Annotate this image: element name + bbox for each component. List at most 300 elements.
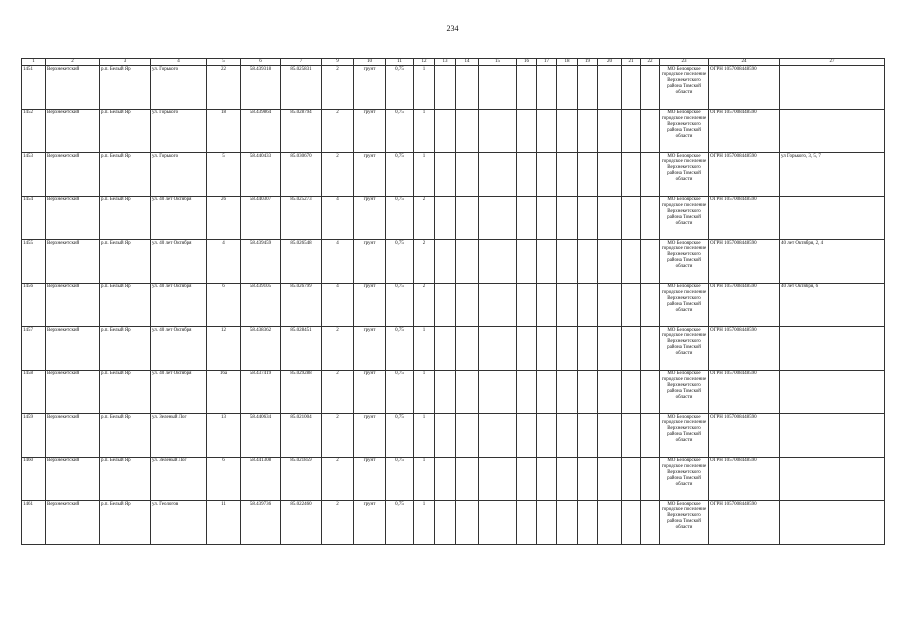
column-number-header: 7 xyxy=(281,59,322,66)
cell-area: 0,75 xyxy=(386,283,414,327)
cell-district: Верхнекетский xyxy=(46,501,100,545)
empty-cell xyxy=(557,196,578,240)
empty-cell xyxy=(578,501,598,545)
cell-surface: грунт xyxy=(354,240,386,284)
empty-cell xyxy=(517,370,537,414)
cell-street: ул. 40 лет Октября xyxy=(151,196,207,240)
table-row xyxy=(22,153,885,197)
empty-cell xyxy=(435,501,456,545)
cell-containers: 4 xyxy=(322,283,354,327)
cell-ogrn: ОГРН 1057008448590 xyxy=(709,414,780,458)
empty-cell xyxy=(598,66,622,110)
cell-district: Верхнекетский xyxy=(46,153,100,197)
column-number-row xyxy=(22,59,885,66)
empty-cell xyxy=(557,240,578,284)
empty-cell xyxy=(479,370,517,414)
empty-cell xyxy=(537,414,557,458)
empty-cell xyxy=(479,240,517,284)
cell-lat: 58.438362 xyxy=(241,327,281,371)
cell-owner: МО Белоярское городское поселение Верхнекетского района Томской области xyxy=(660,327,709,371)
empty-cell xyxy=(622,283,641,327)
column-number-header: 12 xyxy=(414,59,435,66)
cell-surface: грунт xyxy=(354,66,386,110)
cell-lon: 85.022460 xyxy=(281,501,322,545)
cell-lat: 58.440634 xyxy=(241,414,281,458)
empty-cell xyxy=(456,240,479,284)
cell-sources xyxy=(780,196,885,240)
cell-district: Верхнекетский xyxy=(46,66,100,110)
empty-cell xyxy=(622,153,641,197)
empty-cell xyxy=(598,283,622,327)
table-row xyxy=(22,109,885,153)
empty-cell xyxy=(517,109,537,153)
empty-cell xyxy=(641,240,660,284)
empty-cell xyxy=(622,109,641,153)
empty-cell xyxy=(435,66,456,110)
cell-owner: МО Белоярское городское поселение Верхнекетского района Томской области xyxy=(660,501,709,545)
cell-surface: грунт xyxy=(354,153,386,197)
cell-house: 18 xyxy=(207,109,241,153)
cell-ogrn: ОГРН 1057008448590 xyxy=(709,501,780,545)
cell-lon: 85.026548 xyxy=(281,240,322,284)
column-number-header: 13 xyxy=(435,59,456,66)
cell-lon: 85.021004 xyxy=(281,414,322,458)
cell-area: 0,75 xyxy=(386,457,414,501)
empty-cell xyxy=(598,240,622,284)
cell-lon: 85.028451 xyxy=(281,327,322,371)
cell-ogrn: ОГРН 1057008448590 xyxy=(709,327,780,371)
column-number-header: 9 xyxy=(322,59,354,66)
cell-lat: 58.439736 xyxy=(241,501,281,545)
cell-area: 0,75 xyxy=(386,370,414,414)
cell-area: 0,75 xyxy=(386,109,414,153)
cell-street: ул. Горького xyxy=(151,109,207,153)
empty-cell xyxy=(435,240,456,284)
cell-count: 2 xyxy=(414,240,435,284)
empty-cell xyxy=(537,240,557,284)
cell-containers: 2 xyxy=(322,370,354,414)
empty-cell xyxy=(517,283,537,327)
cell-settlement: р.п. Белый Яр xyxy=(100,283,151,327)
cell-district: Верхнекетский xyxy=(46,283,100,327)
column-number-header: 4 xyxy=(151,59,207,66)
empty-cell xyxy=(456,457,479,501)
empty-cell xyxy=(641,153,660,197)
cell-sources xyxy=(780,327,885,371)
cell-containers: 2 xyxy=(322,153,354,197)
cell-surface: грунт xyxy=(354,327,386,371)
cell-no: 1453 xyxy=(22,153,46,197)
empty-cell xyxy=(537,109,557,153)
cell-district: Верхнекетский xyxy=(46,240,100,284)
empty-cell xyxy=(537,196,557,240)
cell-settlement: р.п. Белый Яр xyxy=(100,153,151,197)
cell-ogrn: ОГРН 1057008448590 xyxy=(709,370,780,414)
column-number-header: 16 xyxy=(517,59,537,66)
cell-lon: 85.030670 xyxy=(281,153,322,197)
column-number-header: 22 xyxy=(641,59,660,66)
cell-ogrn: ОГРН 1057008448590 xyxy=(709,283,780,327)
empty-cell xyxy=(456,501,479,545)
cell-area: 0,75 xyxy=(386,327,414,371)
empty-cell xyxy=(557,283,578,327)
cell-surface: грунт xyxy=(354,109,386,153)
cell-sources: 40 лет Октября, 6 xyxy=(780,283,885,327)
cell-count: 1 xyxy=(414,370,435,414)
empty-cell xyxy=(435,370,456,414)
column-number-header: 18 xyxy=(557,59,578,66)
empty-cell xyxy=(557,109,578,153)
empty-cell xyxy=(578,109,598,153)
cell-ogrn: ОГРН 1057008448590 xyxy=(709,240,780,284)
table-row xyxy=(22,501,885,545)
cell-containers: 2 xyxy=(322,414,354,458)
registry-table xyxy=(21,58,885,545)
cell-sources xyxy=(780,501,885,545)
empty-cell xyxy=(622,414,641,458)
empty-cell xyxy=(641,370,660,414)
cell-district: Верхнекетский xyxy=(46,457,100,501)
cell-containers: 2 xyxy=(322,327,354,371)
empty-cell xyxy=(479,414,517,458)
cell-count: 1 xyxy=(414,66,435,110)
empty-cell xyxy=(578,457,598,501)
column-number-header: 17 xyxy=(537,59,557,66)
empty-cell xyxy=(435,327,456,371)
cell-house: 11 xyxy=(207,501,241,545)
empty-cell xyxy=(456,327,479,371)
cell-settlement: р.п. Белый Яр xyxy=(100,370,151,414)
cell-ogrn: ОГРН 1057008448590 xyxy=(709,66,780,110)
cell-house: 6 xyxy=(207,457,241,501)
empty-cell xyxy=(598,327,622,371)
empty-cell xyxy=(641,66,660,110)
column-number-header: 14 xyxy=(456,59,479,66)
cell-containers: 2 xyxy=(322,457,354,501)
cell-owner: МО Белоярское городское поселение Верхнекетского района Томской области xyxy=(660,66,709,110)
empty-cell xyxy=(578,283,598,327)
cell-surface: грунт xyxy=(354,414,386,458)
empty-cell xyxy=(641,457,660,501)
column-number-header: 11 xyxy=(386,59,414,66)
cell-surface: грунт xyxy=(354,370,386,414)
column-number-header: 24 xyxy=(709,59,780,66)
cell-area: 0,75 xyxy=(386,501,414,545)
cell-no: 1454 xyxy=(22,196,46,240)
empty-cell xyxy=(479,153,517,197)
cell-no: 1460 xyxy=(22,457,46,501)
cell-house: 4 xyxy=(207,240,241,284)
cell-lat: 58.440307 xyxy=(241,196,281,240)
cell-count: 2 xyxy=(414,283,435,327)
cell-house: 22 xyxy=(207,66,241,110)
cell-count: 1 xyxy=(414,153,435,197)
cell-house: 13 xyxy=(207,414,241,458)
empty-cell xyxy=(578,240,598,284)
empty-cell xyxy=(456,370,479,414)
empty-cell xyxy=(578,196,598,240)
empty-cell xyxy=(537,66,557,110)
column-number-header: 20 xyxy=(598,59,622,66)
cell-area: 0,75 xyxy=(386,196,414,240)
empty-cell xyxy=(598,370,622,414)
cell-lat: 58.439864 xyxy=(241,109,281,153)
column-number-header: 23 xyxy=(660,59,709,66)
cell-owner: МО Белоярское городское поселение Верхнекетского района Томской области xyxy=(660,240,709,284)
table-row xyxy=(22,414,885,458)
empty-cell xyxy=(479,327,517,371)
empty-cell xyxy=(622,501,641,545)
empty-cell xyxy=(578,370,598,414)
cell-street: ул. Горького xyxy=(151,66,207,110)
empty-cell xyxy=(641,283,660,327)
empty-cell xyxy=(479,196,517,240)
cell-lat: 58.439105 xyxy=(241,283,281,327)
cell-house: 12 xyxy=(207,327,241,371)
cell-area: 0,75 xyxy=(386,153,414,197)
table-body xyxy=(22,66,885,545)
cell-area: 0,75 xyxy=(386,240,414,284)
cell-count: 1 xyxy=(414,501,435,545)
cell-owner: МО Белоярское городское поселение Верхнекетского района Томской области xyxy=(660,370,709,414)
empty-cell xyxy=(622,370,641,414)
cell-settlement: р.п. Белый Яр xyxy=(100,457,151,501)
cell-street: ул. Горького xyxy=(151,153,207,197)
cell-no: 1459 xyxy=(22,414,46,458)
empty-cell xyxy=(456,414,479,458)
empty-cell xyxy=(456,153,479,197)
empty-cell xyxy=(517,414,537,458)
cell-house: 6 xyxy=(207,283,241,327)
cell-street: ул. 40 лет Октября xyxy=(151,240,207,284)
empty-cell xyxy=(517,66,537,110)
table-row xyxy=(22,240,885,284)
empty-cell xyxy=(517,327,537,371)
cell-containers: 2 xyxy=(322,501,354,545)
empty-cell xyxy=(435,109,456,153)
cell-owner: МО Белоярское городское поселение Верхнекетского района Томской области xyxy=(660,196,709,240)
empty-cell xyxy=(557,66,578,110)
cell-sources xyxy=(780,457,885,501)
empty-cell xyxy=(598,109,622,153)
empty-cell xyxy=(479,501,517,545)
empty-cell xyxy=(622,457,641,501)
cell-owner: МО Белоярское городское поселение Верхнекетского района Томской области xyxy=(660,457,709,501)
cell-count: 1 xyxy=(414,414,435,458)
empty-cell xyxy=(517,196,537,240)
cell-count: 2 xyxy=(414,196,435,240)
cell-lon: 85.026799 xyxy=(281,283,322,327)
empty-cell xyxy=(537,283,557,327)
empty-cell xyxy=(537,153,557,197)
column-number-header: 27 xyxy=(780,59,885,66)
empty-cell xyxy=(456,196,479,240)
empty-cell xyxy=(435,414,456,458)
cell-street: ул. 40 лет Октября xyxy=(151,327,207,371)
page-number: 234 xyxy=(446,24,459,33)
cell-count: 1 xyxy=(414,327,435,371)
cell-street: ул. 40 лет Октября xyxy=(151,370,207,414)
cell-surface: грунт xyxy=(354,457,386,501)
empty-cell xyxy=(557,153,578,197)
empty-cell xyxy=(517,153,537,197)
cell-settlement: р.п. Белый Яр xyxy=(100,327,151,371)
cell-ogrn: ОГРН 1057008448590 xyxy=(709,109,780,153)
cell-lon: 85.025831 xyxy=(281,66,322,110)
empty-cell xyxy=(578,153,598,197)
cell-sources xyxy=(780,109,885,153)
table-row xyxy=(22,457,885,501)
table-row xyxy=(22,196,885,240)
cell-surface: грунт xyxy=(354,501,386,545)
cell-lat: 58.440433 xyxy=(241,153,281,197)
column-number-header: 10 xyxy=(354,59,386,66)
cell-owner: МО Белоярское городское поселение Верхнекетского района Томской области xyxy=(660,109,709,153)
empty-cell xyxy=(622,240,641,284)
cell-settlement: р.п. Белый Яр xyxy=(100,414,151,458)
empty-cell xyxy=(641,196,660,240)
empty-cell xyxy=(598,196,622,240)
empty-cell xyxy=(598,414,622,458)
table-row xyxy=(22,370,885,414)
empty-cell xyxy=(641,109,660,153)
empty-cell xyxy=(557,414,578,458)
empty-cell xyxy=(578,66,598,110)
cell-no: 1457 xyxy=(22,327,46,371)
cell-owner: МО Белоярское городское поселение Верхнекетского района Томской области xyxy=(660,283,709,327)
cell-lon: 85.021859 xyxy=(281,457,322,501)
cell-sources: ул Горького, 3, 5, 7 xyxy=(780,153,885,197)
cell-sources xyxy=(780,66,885,110)
empty-cell xyxy=(456,283,479,327)
empty-cell xyxy=(479,109,517,153)
empty-cell xyxy=(517,240,537,284)
cell-lat: 58.439318 xyxy=(241,66,281,110)
cell-sources xyxy=(780,414,885,458)
cell-lat: 58.439459 xyxy=(241,240,281,284)
empty-cell xyxy=(537,370,557,414)
empty-cell xyxy=(557,370,578,414)
cell-no: 1456 xyxy=(22,283,46,327)
cell-lon: 85.029288 xyxy=(281,370,322,414)
empty-cell xyxy=(435,457,456,501)
cell-street: ул. Геологов xyxy=(151,501,207,545)
empty-cell xyxy=(598,457,622,501)
empty-cell xyxy=(598,501,622,545)
cell-surface: грунт xyxy=(354,283,386,327)
cell-street: ул. Зеленый Лог xyxy=(151,457,207,501)
column-number-header: 3 xyxy=(100,59,151,66)
cell-no: 1451 xyxy=(22,66,46,110)
empty-cell xyxy=(641,414,660,458)
cell-count: 1 xyxy=(414,457,435,501)
cell-settlement: р.п. Белый Яр xyxy=(100,196,151,240)
cell-street: ул. Зеленый Лог xyxy=(151,414,207,458)
cell-no: 1458 xyxy=(22,370,46,414)
cell-settlement: р.п. Белый Яр xyxy=(100,240,151,284)
column-number-header: 21 xyxy=(622,59,641,66)
column-number-header: 6 xyxy=(241,59,281,66)
empty-cell xyxy=(598,153,622,197)
empty-cell xyxy=(537,327,557,371)
table-row xyxy=(22,283,885,327)
cell-containers: 4 xyxy=(322,240,354,284)
cell-ogrn: ОГРН 1057008448590 xyxy=(709,153,780,197)
column-number-header: 2 xyxy=(46,59,100,66)
cell-owner: МО Белоярское городское поселение Верхнекетского района Томской области xyxy=(660,153,709,197)
cell-district: Верхнекетский xyxy=(46,196,100,240)
empty-cell xyxy=(479,66,517,110)
cell-district: Верхнекетский xyxy=(46,109,100,153)
cell-no: 1461 xyxy=(22,501,46,545)
cell-owner: МО Белоярское городское поселение Верхнекетского района Томской области xyxy=(660,414,709,458)
empty-cell xyxy=(622,327,641,371)
cell-count: 1 xyxy=(414,109,435,153)
empty-cell xyxy=(578,414,598,458)
empty-cell xyxy=(435,196,456,240)
column-number-header: 1 xyxy=(22,59,46,66)
cell-house: 16а xyxy=(207,370,241,414)
empty-cell xyxy=(557,327,578,371)
empty-cell xyxy=(537,457,557,501)
empty-cell xyxy=(517,501,537,545)
cell-district: Верхнекетский xyxy=(46,370,100,414)
empty-cell xyxy=(622,196,641,240)
cell-containers: 4 xyxy=(322,196,354,240)
cell-containers: 2 xyxy=(322,109,354,153)
empty-cell xyxy=(435,283,456,327)
cell-ogrn: ОГРН 1057008448590 xyxy=(709,457,780,501)
column-number-header: 15 xyxy=(479,59,517,66)
empty-cell xyxy=(537,501,557,545)
empty-cell xyxy=(622,66,641,110)
empty-cell xyxy=(456,66,479,110)
cell-house: 5 xyxy=(207,153,241,197)
cell-containers: 2 xyxy=(322,66,354,110)
cell-sources: 40 лет Октября, 2, 4 xyxy=(780,240,885,284)
cell-sources xyxy=(780,370,885,414)
empty-cell xyxy=(517,457,537,501)
empty-cell xyxy=(435,153,456,197)
cell-lon: 85.025273 xyxy=(281,196,322,240)
empty-cell xyxy=(479,457,517,501)
empty-cell xyxy=(557,501,578,545)
empty-cell xyxy=(557,457,578,501)
table-row xyxy=(22,327,885,371)
cell-settlement: р.п. Белый Яр xyxy=(100,501,151,545)
empty-cell xyxy=(456,109,479,153)
empty-cell xyxy=(578,327,598,371)
cell-area: 0,75 xyxy=(386,414,414,458)
cell-street: ул. 40 лет Октября xyxy=(151,283,207,327)
cell-settlement: р.п. Белый Яр xyxy=(100,66,151,110)
cell-lon: 85.028794 xyxy=(281,109,322,153)
cell-house: 26 xyxy=(207,196,241,240)
column-number-header: 19 xyxy=(578,59,598,66)
cell-no: 1452 xyxy=(22,109,46,153)
cell-surface: грунт xyxy=(354,196,386,240)
empty-cell xyxy=(641,327,660,371)
cell-ogrn: ОГРН 1057008448590 xyxy=(709,196,780,240)
table-row xyxy=(22,66,885,110)
cell-district: Верхнекетский xyxy=(46,327,100,371)
cell-district: Верхнекетский xyxy=(46,414,100,458)
empty-cell xyxy=(641,501,660,545)
cell-lat: 58.441308 xyxy=(241,457,281,501)
column-number-header: 5 xyxy=(207,59,241,66)
empty-cell xyxy=(479,283,517,327)
cell-no: 1455 xyxy=(22,240,46,284)
